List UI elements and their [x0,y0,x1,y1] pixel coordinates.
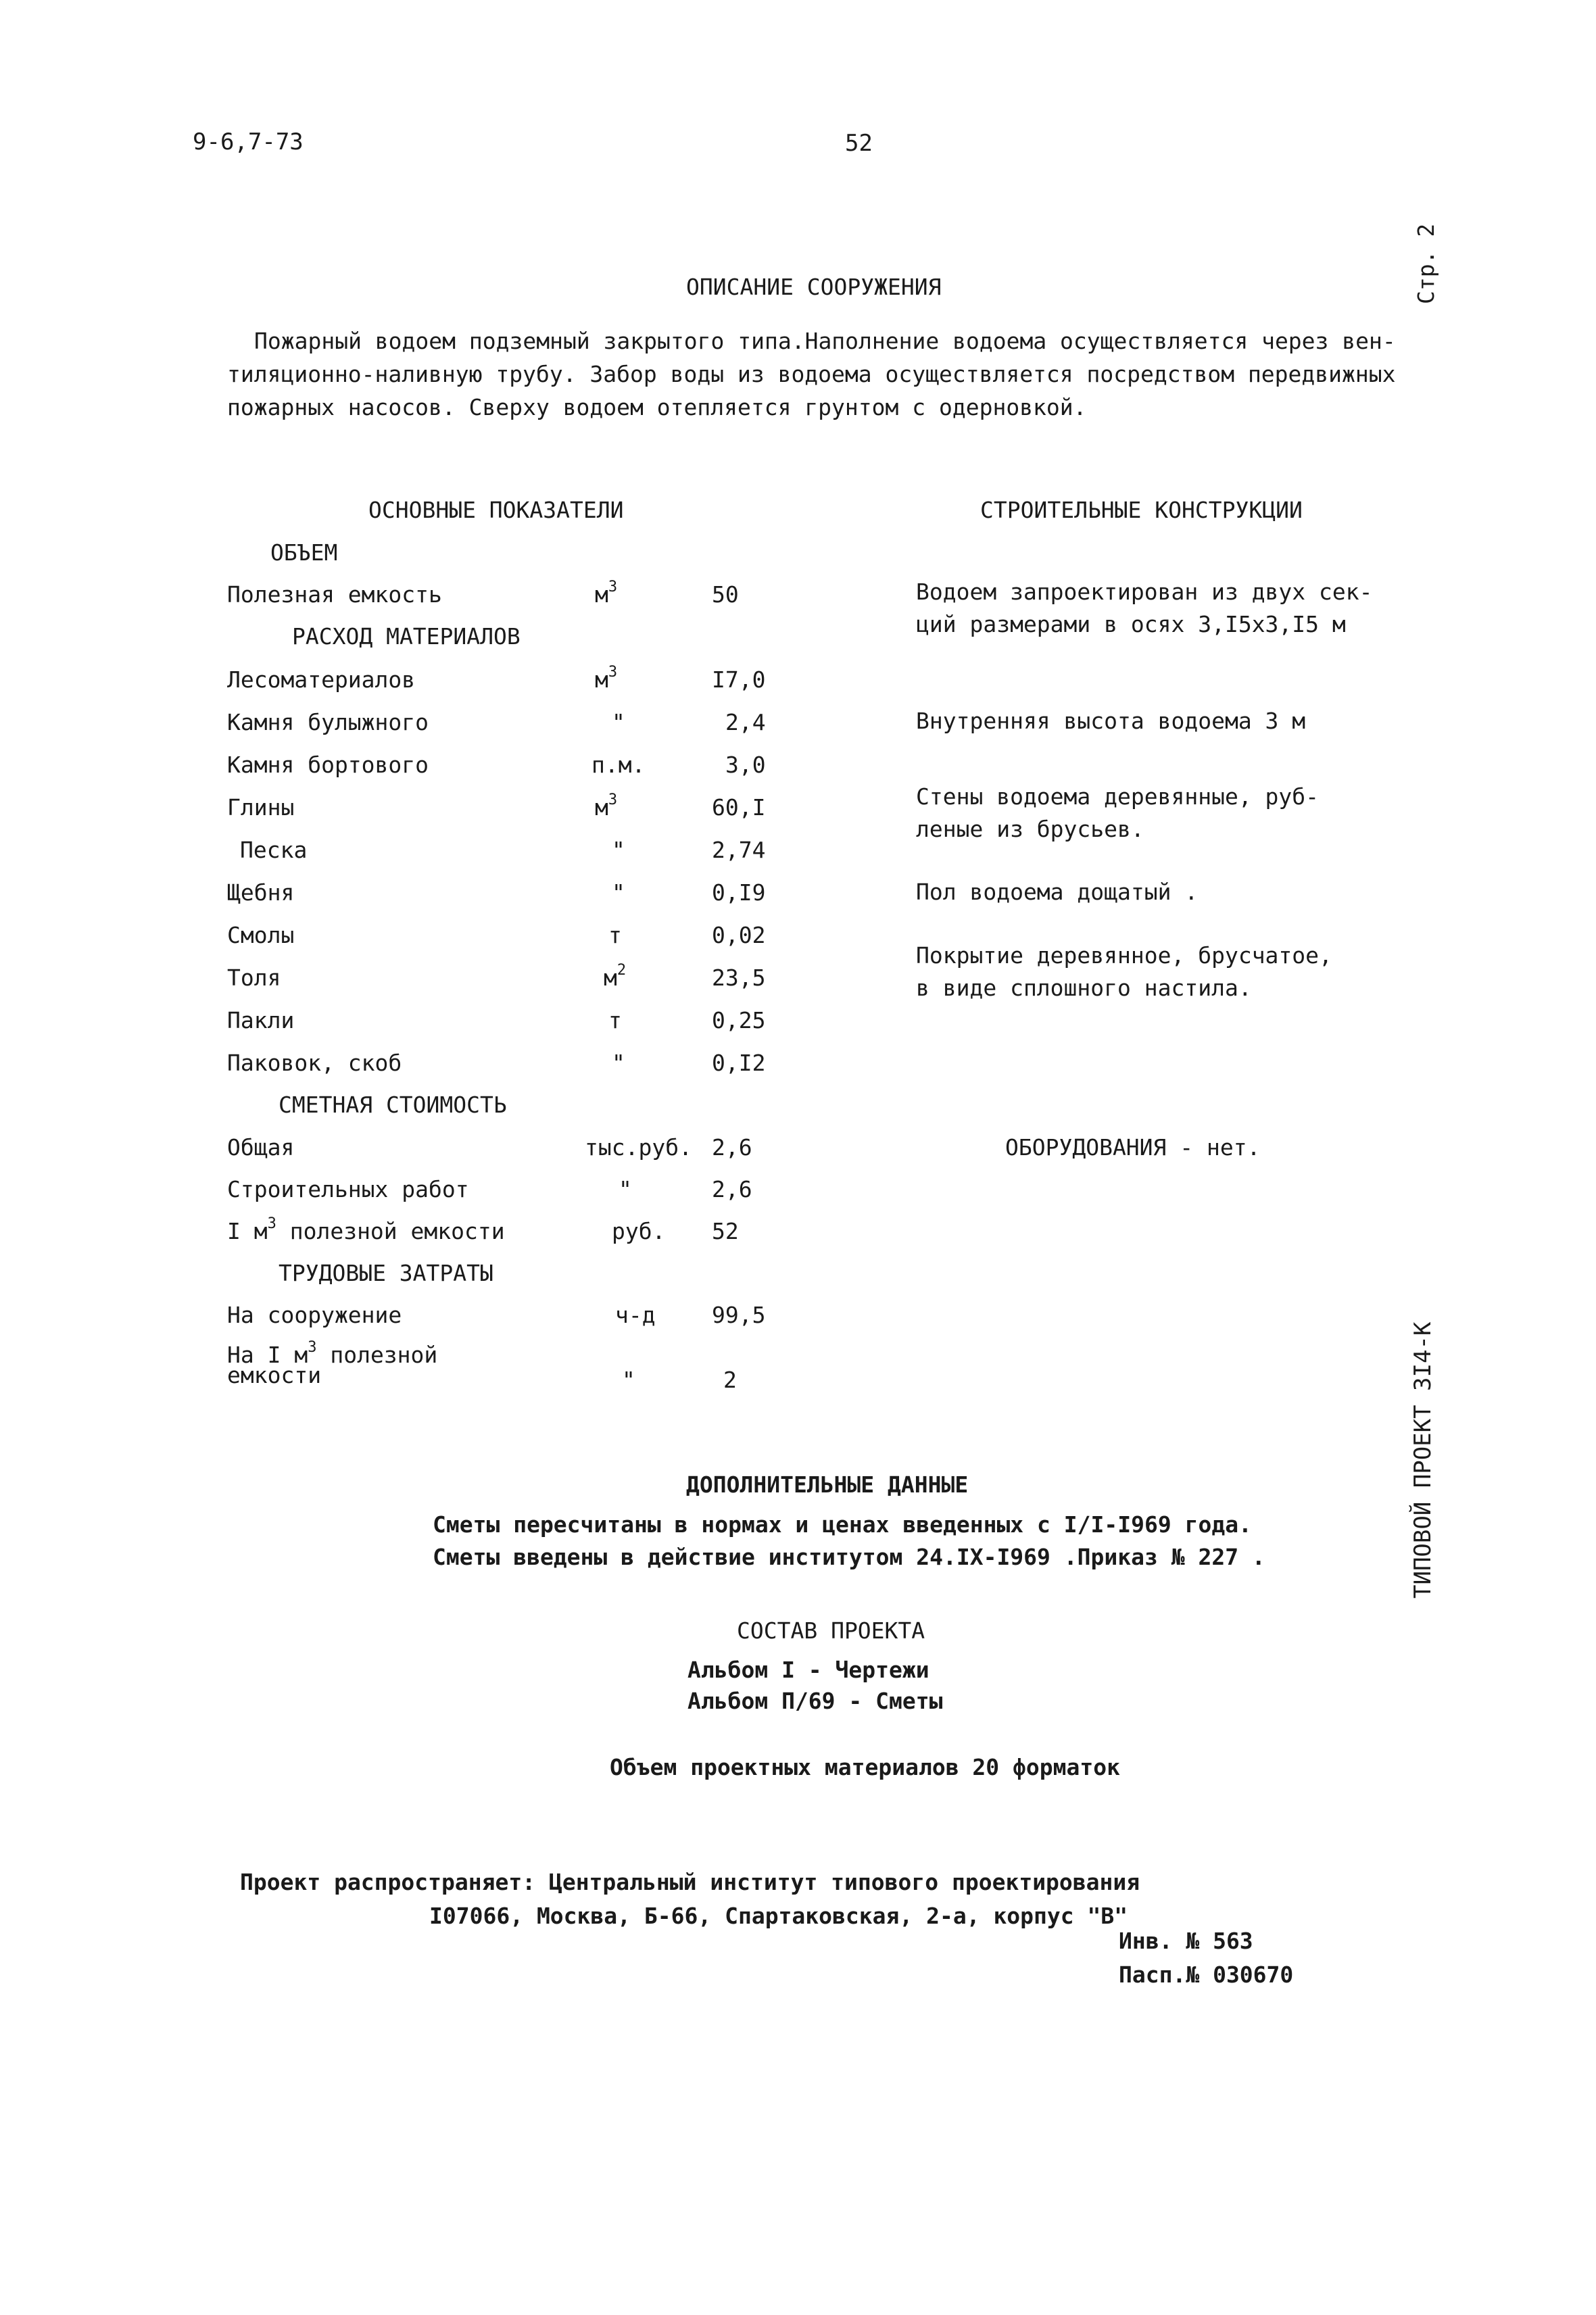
indicator-unit: " [612,1050,625,1076]
indicator-name: Глины [227,794,295,821]
unit-superscript: 2 [616,962,627,979]
side-page-label: Стр. 2 [1413,223,1439,304]
additional-line: Сметы пересчитаны в нормах и ценах введенных с I/I-I969 года. [433,1511,1252,1538]
album-item: Альбом П/69 - Сметы [687,1688,943,1714]
indicator-name: Щебня [227,879,295,906]
indicator-unit: " [612,837,625,863]
indicator-row [227,581,442,608]
unit-superscript: 3 [608,579,618,595]
description-line: тиляционно-наливную трубу. Забор воды из водоема осуществляется посредством передвижных [227,361,1396,387]
album-item: Альбом I - Чертежи [687,1657,929,1683]
group-heading-volume: ОБЪЕМ [270,539,338,566]
indicator-value: 52 [712,1218,739,1244]
indicator-value: 0,I2 [712,1050,766,1076]
indicator-value: 23,5 [712,965,766,991]
indicator-name: Смолы [227,922,295,948]
construction-item: Пол водоема дощатый . [916,879,1199,905]
composition-title: СОСТАВ ПРОЕКТА [737,1617,925,1644]
indicator-name: На сооружение [227,1302,402,1328]
side-project-label: ТИПОВОЙ ПРОЕКТ 3I4-К [1409,1321,1436,1599]
indicator-value: 2,74 [712,837,766,863]
album-list [687,1655,943,1717]
equipment-note: ОБОРУДОВАНИЯ - нет. [1005,1134,1261,1161]
indicator-name: Толя [227,965,281,991]
indicator-value: 2,4 [725,709,766,735]
group-heading-cost: СМЕТНАЯ СТОИМОСТЬ [279,1092,507,1118]
indicator-unit: $м^3$ [595,791,618,821]
distributor-line: Проект распространяет: Центральный институт типового проектирования [240,1869,1140,1895]
indicator-value: 3,0 [725,752,766,778]
description-title: ОПИСАНИЕ СООРУЖЕНИЯ [686,274,942,300]
indicator-value: 2,6 [712,1176,752,1202]
description-line: пожарных насосов. Сверху водоем отепляется грунтом с одерновкой. [227,394,1087,420]
indicator-name: Песка [240,837,308,863]
construction-item: Водоем запроектирован из двух сек- ций размерами в осях 3,I5х3,I5 м [916,579,1373,637]
indicator-unit: ч-д [615,1302,656,1328]
indicator-name: Камня бортового [227,752,429,778]
indicator-name: Общая [227,1134,295,1161]
indicator-name: На I $м^3$ полезной емкости [227,1339,438,1388]
additional-line: Сметы введены в действие институтом 24.IX-I969 .Приказ № 227 . [433,1544,1265,1570]
document-code: 9-6,7-73 [193,128,304,155]
indicator-unit: " [612,879,625,906]
indicator-unit: руб. [612,1218,666,1244]
description-body [227,324,1396,424]
additional-body [433,1509,1265,1574]
page-number: 52 [845,130,873,157]
indicator-value: 2 [723,1367,737,1393]
indicator-name: I $м^3$ полезной емкости [227,1215,505,1244]
group-heading-materials: РАСХОД МАТЕРИАЛОВ [292,623,521,650]
indicator-name: Лесоматериалов [227,666,416,693]
unit-superscript: 3 [608,664,618,681]
indicator-unit: " [622,1367,635,1393]
indicator-unit: " [619,1176,632,1202]
indicator-unit: тыс.руб. [585,1134,692,1161]
indicator-value: 99,5 [712,1302,766,1328]
indicator-unit: $м^3$ [595,664,618,693]
additional-title: ДОПОЛНИТЕЛЬНЫЕ ДАННЫЕ [686,1471,969,1498]
indicator-value: 60,I [712,794,766,821]
indicator-unit: т [608,922,622,948]
indicator-name: Пакли [227,1007,295,1033]
name-superscript: 3 [267,1215,276,1232]
unit-superscript: 3 [608,791,618,808]
indicator-name: Строительных работ [227,1176,469,1202]
passport-number: Пасп.№ 030670 [1119,1961,1294,1988]
indicator-value: 2,6 [712,1134,752,1161]
project-volume: Объем проектных материалов 20 форматок [610,1754,1120,1780]
description-line: Пожарный водоем подземный закрытого типа.Наполнение водоема осуществляется через вен- [254,328,1396,354]
distributor-address: I07066, Москва, Б-66, Спартаковская, 2-а, корпус "В" [429,1903,1128,1929]
constructions-title: СТРОИТЕЛЬНЫЕ КОНСТРУКЦИИ [980,497,1303,523]
indicator-name: Полезная емкость [227,581,442,608]
indicator-unit: " [612,709,625,735]
indicator-unit: т [608,1007,622,1033]
indicators-title: ОСНОВНЫЕ ПОКАЗАТЕЛИ [368,497,624,523]
indicator-unit: п.м. [591,752,646,778]
indicator-unit: $м^3$ [595,579,618,608]
construction-item: Стены водоема деревянные, руб- леные из брусьев. [916,783,1320,842]
indicator-value: 0,25 [712,1007,766,1033]
inventory-number: Инв. № 563 [1119,1928,1253,1954]
indicator-value: I7,0 [712,666,766,693]
name-superscript: 3 [308,1339,317,1356]
construction-item: Внутренняя высота водоема 3 м [916,708,1306,734]
indicator-name: Паковок, скоб [227,1050,402,1076]
construction-item: Покрытие деревянное, брусчатое, в виде сплошного настила. [916,942,1332,1001]
indicator-value: 0,02 [712,922,766,948]
indicator-name: Камня булыжного [227,709,429,735]
group-heading-labor: ТРУДОВЫЕ ЗАТРАТЫ [279,1260,493,1286]
indicator-value: 0,I9 [712,879,766,906]
indicator-unit: $м^2$ [604,962,627,991]
indicator-value: 50 [712,581,739,608]
